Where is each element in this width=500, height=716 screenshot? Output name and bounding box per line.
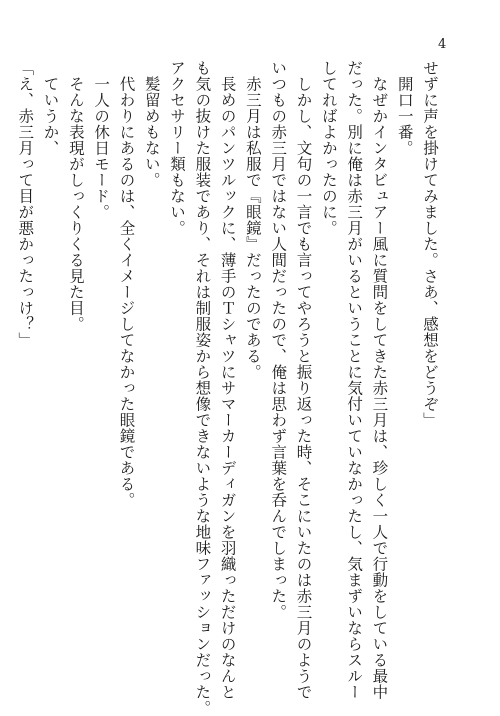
text-line: しかし、文句の一言でも言ってやろうと振り返った時、そこにいたのは赤三月のようで — [294, 60, 313, 700]
text-line: せずに声を掛けてみました。さあ、感想をどうぞ」 — [421, 60, 439, 428]
text-line: ていうか、 — [41, 60, 60, 156]
text-line: なぜかインタビュアー風に質問をしてきた赤三月は、珍しく一人で行動をしている最中 — [370, 60, 389, 700]
text-line: 「え、赤三月って目が悪かったっけ？」 — [16, 60, 35, 348]
text-line: 長めのパンツルックに、薄手のＴシャツにサマーカーディガンを羽織っただけのなんと — [218, 60, 237, 700]
text-line: いつもの赤三月ではない人間だったので、俺は思わず言葉を呑んでしまった。 — [269, 60, 288, 620]
vertical-text-body — [12, 60, 442, 716]
text-line: してればよかったのに。 — [319, 60, 338, 236]
text-line: 一人の休日モード。 — [92, 60, 111, 220]
text-line: 赤三月は私服で『眼鏡』だったのである。 — [243, 60, 262, 380]
text-line: そんな表現がしっくりくる見た目。 — [66, 60, 85, 332]
page-number: 4 — [438, 37, 447, 52]
text-line: 開口一番。 — [395, 60, 414, 156]
text-line: だった。別に俺は赤三月がいるということに気付いていなかったし、気まずいならスルー — [345, 60, 364, 700]
text-line: 髪留めもない。 — [142, 60, 161, 188]
text-line: も気の抜けた服装であり、それは制服姿から想像できないような地味ファッションだった。 — [193, 60, 212, 716]
text-line: アクセサリー類もない。 — [168, 60, 187, 236]
text-line: 代わりにあるのは、全くイメージしてなかった眼鏡である。 — [117, 60, 136, 508]
